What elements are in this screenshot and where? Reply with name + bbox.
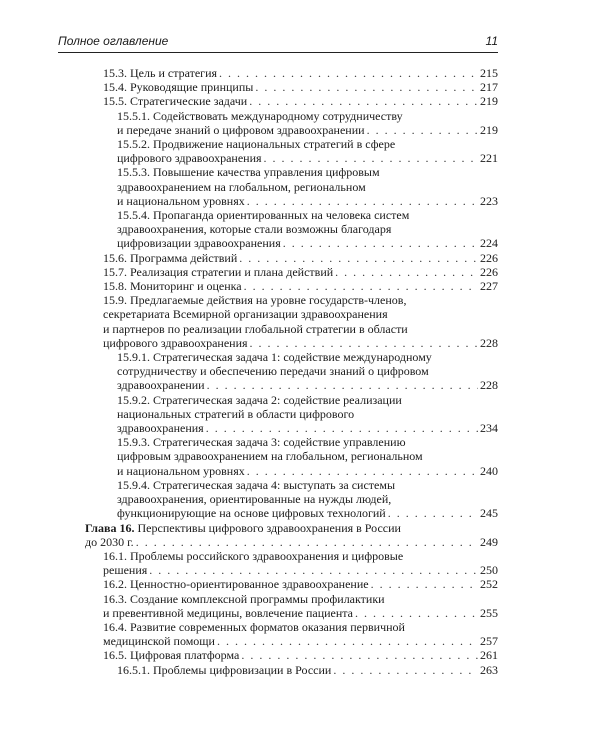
header-title: Полное оглавление xyxy=(58,34,169,48)
toc-entry-text: здравоохранения xyxy=(117,421,204,436)
toc-entry-text: 15.9.3. Стратегическая задача 3: содействие управлению xyxy=(117,435,406,450)
toc-entry xyxy=(85,393,498,436)
toc-entry xyxy=(85,80,498,94)
toc-page-number: 245 xyxy=(480,506,498,521)
dot-leader xyxy=(367,123,478,137)
toc-entry-text: здравоохранения, ориентированные на нужды людей, xyxy=(117,492,392,507)
toc-page-number: 263 xyxy=(480,662,498,677)
toc-entry xyxy=(85,293,498,350)
toc-entry xyxy=(85,350,498,393)
toc-page-number: 221 xyxy=(480,151,498,166)
toc-entry xyxy=(85,549,498,577)
dot-leader xyxy=(250,336,478,350)
toc-entry-text: 16.2. Ценностно-ориентированное здравоохранение xyxy=(103,577,369,592)
toc-entry-text: 15.5.4. Пропаганда ориентированных на человека систем xyxy=(117,208,410,223)
toc-entry-text: секретариата Всемирной организации здравоохранения xyxy=(103,307,388,322)
toc-page-number: 226 xyxy=(480,250,498,265)
dot-leader xyxy=(247,194,478,208)
toc-entry-text: и национальном уровнях xyxy=(117,463,245,478)
toc-entry-text: сотрудничеству и обеспечению передачи знаний о цифровом xyxy=(117,364,429,379)
toc-page-number: 217 xyxy=(480,80,498,95)
dot-leader xyxy=(149,563,478,577)
toc-entry xyxy=(85,663,498,677)
dot-leader xyxy=(371,577,478,591)
toc-entry-text: 15.5. Стратегические задачи xyxy=(103,94,248,109)
dot-leader xyxy=(136,535,478,549)
dot-leader xyxy=(244,279,478,293)
dot-leader xyxy=(283,236,478,250)
toc-entry-text: 16.5. Цифровая платформа xyxy=(103,648,240,663)
dot-leader xyxy=(249,94,478,108)
toc-entry-text: 15.9.1. Стратегическая задача 1: содействие международному xyxy=(117,350,432,365)
toc-page-number: 250 xyxy=(480,563,498,578)
toc-entry-text: цифрового здравоохранения xyxy=(117,151,262,166)
toc-entry-text: 16.4. Развитие современных форматов оказания первичной xyxy=(103,619,405,634)
toc-entry-text: 15.9. Предлагаемые действия на уровне государств-членов, xyxy=(103,293,407,308)
dot-leader xyxy=(255,80,478,94)
toc-page-number: 228 xyxy=(480,335,498,350)
toc-entry xyxy=(85,66,498,80)
toc-entry xyxy=(85,648,498,662)
toc-page-number: 249 xyxy=(480,534,498,549)
toc-page-number: 227 xyxy=(480,279,498,294)
toc-entry-text: решения xyxy=(103,563,148,578)
toc-entry-text: 16.3. Создание комплексной программы профилактики xyxy=(103,591,385,606)
toc-page-number: 224 xyxy=(480,236,498,251)
toc-entry xyxy=(85,265,498,279)
toc-entry xyxy=(85,208,498,251)
toc-entry-text: здравоохранением на глобальном, региональном xyxy=(117,179,366,194)
toc-entry xyxy=(85,94,498,108)
toc-entry xyxy=(85,109,498,137)
toc-page-number: 234 xyxy=(480,421,498,436)
toc-entry xyxy=(85,137,498,165)
dot-leader xyxy=(333,663,478,677)
toc-entry-text: цифровизации здравоохранения xyxy=(117,236,281,251)
header-page-number: 11 xyxy=(485,34,498,48)
dot-leader xyxy=(355,606,478,620)
toc-entry-text: и партнеров по реализации глобальной стратегии в области xyxy=(103,321,408,336)
toc-entry xyxy=(85,279,498,293)
toc-entry-text: 15.3. Цель и стратегия xyxy=(103,66,218,80)
dot-leader xyxy=(219,66,478,80)
toc-entry xyxy=(85,251,498,265)
toc-entry xyxy=(85,435,498,478)
toc-entry-text: 15.8. Мониторинг и оценка xyxy=(103,279,242,294)
toc-page-number: 226 xyxy=(480,264,498,279)
toc-entry-text: здравоохранения, которые стали возможны благодаря xyxy=(117,222,392,237)
toc-entry-text: функционирующие на основе цифровых технологий xyxy=(117,506,386,521)
toc-entry-text: медицинской помощи xyxy=(103,634,215,649)
dot-leader xyxy=(207,378,478,392)
toc-entry xyxy=(85,521,498,549)
dot-leader xyxy=(217,634,478,648)
toc-entry-text: 15.4. Руководящие принципы xyxy=(103,80,254,95)
dot-leader xyxy=(264,151,478,165)
toc-entry-text: 15.5.1. Содействовать международному сотрудничеству xyxy=(117,108,403,123)
toc-page-number: 223 xyxy=(480,193,498,208)
toc-entry-text: здравоохранении xyxy=(117,378,205,393)
toc-entry-text: и национальном уровнях xyxy=(117,193,245,208)
dot-leader xyxy=(206,421,478,435)
toc-entry-text: Перспективы цифрового здравоохранения в России xyxy=(137,520,401,535)
toc-page-number: 215 xyxy=(480,66,498,80)
toc-entry-text: до 2030 г. xyxy=(85,534,134,549)
toc-entry xyxy=(85,592,498,620)
toc-entry-text: и превентивной медицины, вовлечение пациента xyxy=(103,605,354,620)
toc-entry-text: 15.6. Программа действий xyxy=(103,250,238,265)
toc-entry-text: национальных стратегий в области цифрового xyxy=(117,406,355,421)
toc-entry-text: 15.9.2. Стратегическая задача 2: содействие реализации xyxy=(117,392,402,407)
toc-page-number: 255 xyxy=(480,605,498,620)
toc-entry-text: 15.5.3. Повышение качества управления цифровым xyxy=(117,165,380,180)
toc-entry xyxy=(85,577,498,591)
toc-page-number: 257 xyxy=(480,634,498,649)
toc-entry-text: и передаче знаний о цифровом здравоохранении xyxy=(117,122,365,137)
toc-entry-text: 16.1. Проблемы российского здравоохранения и цифровые xyxy=(103,548,404,563)
running-header xyxy=(58,32,498,53)
toc-entry-text: 15.7. Реализация стратегии и плана действий xyxy=(103,264,334,279)
toc-entry-text: 15.5.2. Продвижение национальных стратегий в сфере xyxy=(117,137,396,152)
toc-page-number: 261 xyxy=(480,648,498,663)
toc-entry-text: цифровым здравоохранением на глобальном, региональном xyxy=(117,449,423,464)
table-of-contents xyxy=(85,66,498,677)
dot-leader xyxy=(239,251,478,265)
toc-entry xyxy=(85,620,498,648)
toc-page-number: 219 xyxy=(480,122,498,137)
chapter-label: Глава 16. xyxy=(85,520,135,535)
toc-entry xyxy=(85,478,498,521)
toc-page-number: 219 xyxy=(480,94,498,109)
toc-entry-text: 16.5.1. Проблемы цифровизации в России xyxy=(117,662,332,677)
toc-page-number: 228 xyxy=(480,378,498,393)
dot-leader xyxy=(247,464,478,478)
toc-page-number: 240 xyxy=(480,463,498,478)
toc-page-number: 252 xyxy=(480,577,498,592)
toc-entry-text: цифрового здравоохранения xyxy=(103,335,248,350)
dot-leader xyxy=(241,648,478,662)
toc-entry xyxy=(85,165,498,208)
toc-entry-text: 15.9.4. Стратегическая задача 4: выступать за системы xyxy=(117,477,396,492)
dot-leader xyxy=(388,506,478,520)
dot-leader xyxy=(335,265,478,279)
